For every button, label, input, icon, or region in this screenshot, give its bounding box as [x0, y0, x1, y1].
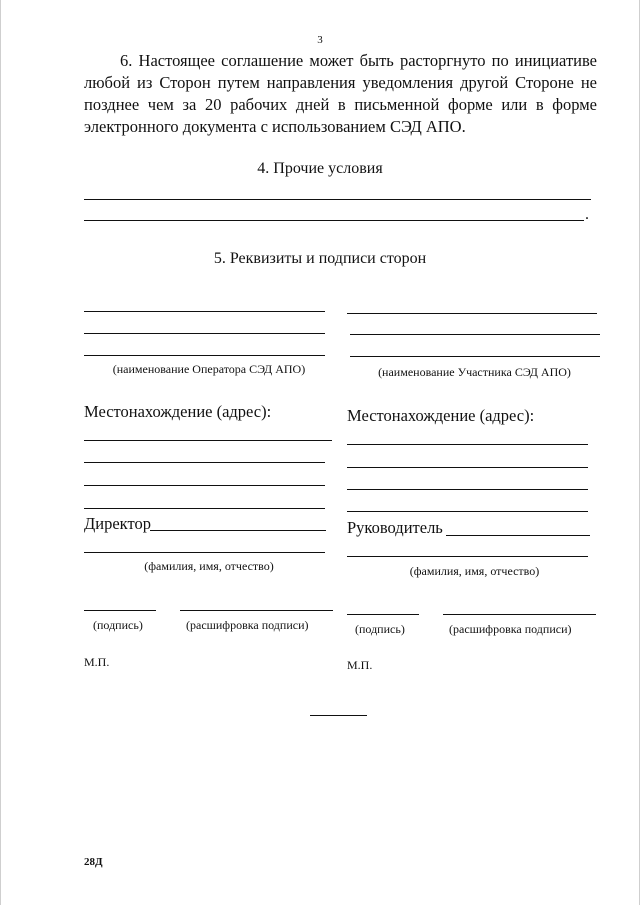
participant-fio-line	[347, 556, 588, 557]
other-terms-line-1	[84, 199, 591, 200]
operator-signature-line	[84, 610, 156, 611]
operator-position-label: Директор	[84, 514, 151, 533]
participant-fio-caption: (фамилия, имя, отчество)	[409, 564, 540, 578]
operator-fio-line	[84, 552, 325, 553]
operator-stamp-place: М.П.	[84, 655, 110, 669]
other-terms-line-2	[84, 220, 584, 221]
participant-address-line-1	[347, 444, 588, 445]
participant-address-line-4	[347, 511, 588, 512]
participant-name-line-1	[347, 313, 597, 314]
operator-address-label: Местонахождение (адрес):	[84, 402, 272, 421]
participant-decode-line	[443, 614, 596, 615]
operator-name-line-3	[84, 355, 325, 356]
participant-position-label: Руководитель	[347, 518, 443, 537]
operator-position-line	[150, 530, 326, 531]
operator-signature-caption: (подпись)	[93, 618, 143, 632]
participant-name-line-2	[350, 334, 600, 335]
page-edge-left	[0, 0, 1, 905]
other-terms-end-mark: .	[585, 206, 589, 223]
operator-address-line-3	[84, 485, 325, 486]
participant-stamp-place: М.П.	[347, 658, 373, 672]
operator-address-line-4	[84, 508, 325, 509]
participant-address-label: Местонахождение (адрес):	[347, 406, 535, 425]
participant-name-line-3	[350, 356, 600, 357]
operator-name-line-1	[84, 311, 325, 312]
operator-decode-caption: (расшифровка подписи)	[186, 618, 309, 632]
participant-address-line-2	[347, 467, 588, 468]
participant-address-line-3	[347, 489, 588, 490]
section-5-title: 5. Реквизиты и подписи сторон	[213, 250, 427, 267]
operator-address-line-2	[84, 462, 325, 463]
participant-position-line	[446, 535, 590, 536]
participant-decode-caption: (расшифровка подписи)	[449, 622, 572, 636]
operator-decode-line	[180, 610, 333, 611]
footer-code: 28Д	[84, 856, 103, 868]
page-number: 3	[317, 34, 323, 46]
operator-address-line-1	[84, 440, 332, 441]
end-of-document-rule	[310, 715, 367, 716]
operator-name-line-2	[84, 333, 325, 334]
operator-name-caption: (наименование Оператора СЭД АПО)	[112, 362, 306, 376]
paragraph-6: 6. Настоящее соглашение может быть расторгнуто по инициативе любой из Сторон путем направления уведомления другой Стороне не позднее чем за 20 рабочих дней в письменной форме или в форме электронного документа с использованием СЭД АПО.	[84, 51, 597, 136]
operator-fio-caption: (фамилия, имя, отчество)	[144, 559, 274, 573]
participant-signature-caption: (подпись)	[355, 622, 405, 636]
participant-signature-line	[347, 614, 419, 615]
section-4-title: 4. Прочие условия	[257, 160, 383, 177]
participant-name-caption: (наименование Участника СЭД АПО)	[378, 365, 571, 379]
